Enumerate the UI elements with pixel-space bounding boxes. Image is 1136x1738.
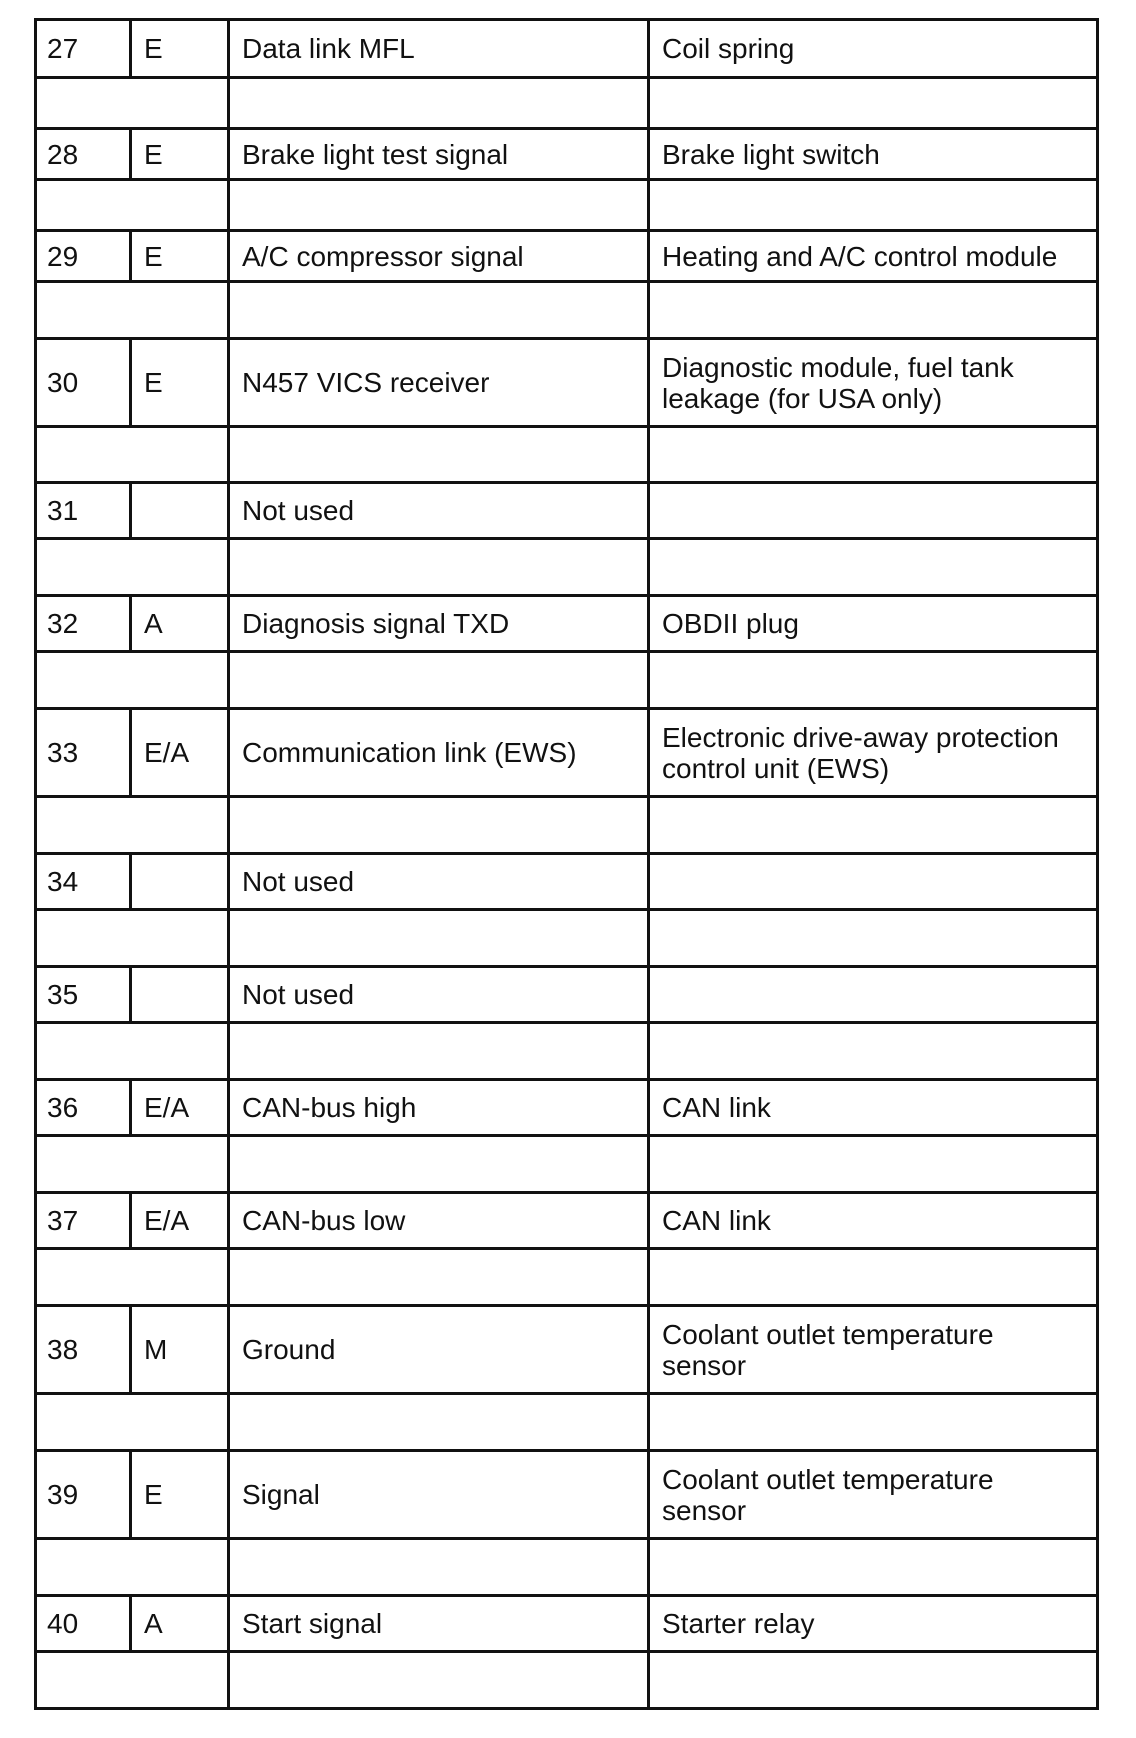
table-row: [36, 1080, 1098, 1136]
signal-type: [131, 483, 229, 539]
connected-component: Electronic drive-away protection control unit (EWS): [649, 709, 1098, 797]
connected-component: CAN link: [649, 1080, 1098, 1136]
pin-assignment-table: [34, 18, 1099, 1710]
pin-function: Not used: [229, 854, 649, 910]
pin-function: CAN-bus high: [229, 1080, 649, 1136]
signal-type: E/A: [131, 1080, 229, 1136]
connected-component: Coolant outlet temperature sensor: [649, 1451, 1098, 1539]
spacer-row: [36, 1023, 1098, 1080]
spacer-row: [36, 1539, 1098, 1596]
signal-type: E: [131, 339, 229, 427]
table-row: [36, 1451, 1098, 1539]
table-row: [36, 1596, 1098, 1652]
signal-type: E/A: [131, 1193, 229, 1249]
connected-component: Diagnostic module, fuel tank leakage (for USA only): [649, 339, 1098, 427]
pin-number: 30: [36, 339, 131, 427]
spacer-row: [36, 282, 1098, 339]
table-row: [36, 967, 1098, 1023]
signal-type: E/A: [131, 709, 229, 797]
connected-component: [649, 854, 1098, 910]
pin-function: Not used: [229, 967, 649, 1023]
pin-table-body: [36, 20, 1098, 1709]
spacer-row: [36, 797, 1098, 854]
signal-type: E: [131, 1451, 229, 1539]
pin-function: Brake light test signal: [229, 129, 649, 180]
pin-number: 33: [36, 709, 131, 797]
spacer-row: [36, 539, 1098, 596]
connected-component: Starter relay: [649, 1596, 1098, 1652]
spacer-row: [36, 910, 1098, 967]
pin-function: Communication link (EWS): [229, 709, 649, 797]
pin-function: Start signal: [229, 1596, 649, 1652]
pin-function: CAN-bus low: [229, 1193, 649, 1249]
table-row: [36, 1306, 1098, 1394]
signal-type: [131, 854, 229, 910]
spacer-row: [36, 1652, 1098, 1709]
pin-number: 36: [36, 1080, 131, 1136]
table-row: [36, 339, 1098, 427]
pin-function: Not used: [229, 483, 649, 539]
pin-function: Data link MFL: [229, 20, 649, 78]
signal-type: A: [131, 596, 229, 652]
spacer-row: [36, 652, 1098, 709]
signal-type: E: [131, 129, 229, 180]
signal-type: E: [131, 20, 229, 78]
pin-function: Ground: [229, 1306, 649, 1394]
signal-type: A: [131, 1596, 229, 1652]
table-row: [36, 854, 1098, 910]
table-row: [36, 129, 1098, 180]
connected-component: OBDII plug: [649, 596, 1098, 652]
pin-number: 37: [36, 1193, 131, 1249]
spacer-row: [36, 180, 1098, 231]
pin-function: Signal: [229, 1451, 649, 1539]
signal-type: M: [131, 1306, 229, 1394]
connected-component: Coolant outlet temperature sensor: [649, 1306, 1098, 1394]
pin-number: 27: [36, 20, 131, 78]
pin-number: 40: [36, 1596, 131, 1652]
table-row: [36, 20, 1098, 78]
pin-number: 28: [36, 129, 131, 180]
pin-number: 34: [36, 854, 131, 910]
pin-number: 31: [36, 483, 131, 539]
spacer-row: [36, 427, 1098, 483]
pin-function: A/C compressor signal: [229, 231, 649, 282]
connected-component: Brake light switch: [649, 129, 1098, 180]
table-row: [36, 709, 1098, 797]
spacer-row: [36, 1394, 1098, 1451]
pin-number: 35: [36, 967, 131, 1023]
spacer-row: [36, 78, 1098, 129]
signal-type: [131, 967, 229, 1023]
table-row: [36, 596, 1098, 652]
connected-component: [649, 967, 1098, 1023]
spacer-row: [36, 1136, 1098, 1193]
pin-number: 32: [36, 596, 131, 652]
connected-component: CAN link: [649, 1193, 1098, 1249]
pin-function: N457 VICS receiver: [229, 339, 649, 427]
table-row: [36, 1193, 1098, 1249]
signal-type: E: [131, 231, 229, 282]
pin-number: 39: [36, 1451, 131, 1539]
pin-number: 38: [36, 1306, 131, 1394]
connected-component: Heating and A/C control module: [649, 231, 1098, 282]
connected-component: Coil spring: [649, 20, 1098, 78]
pin-number: 29: [36, 231, 131, 282]
spacer-row: [36, 1249, 1098, 1306]
table-row: [36, 231, 1098, 282]
connected-component: [649, 483, 1098, 539]
pin-function: Diagnosis signal TXD: [229, 596, 649, 652]
table-row: [36, 483, 1098, 539]
